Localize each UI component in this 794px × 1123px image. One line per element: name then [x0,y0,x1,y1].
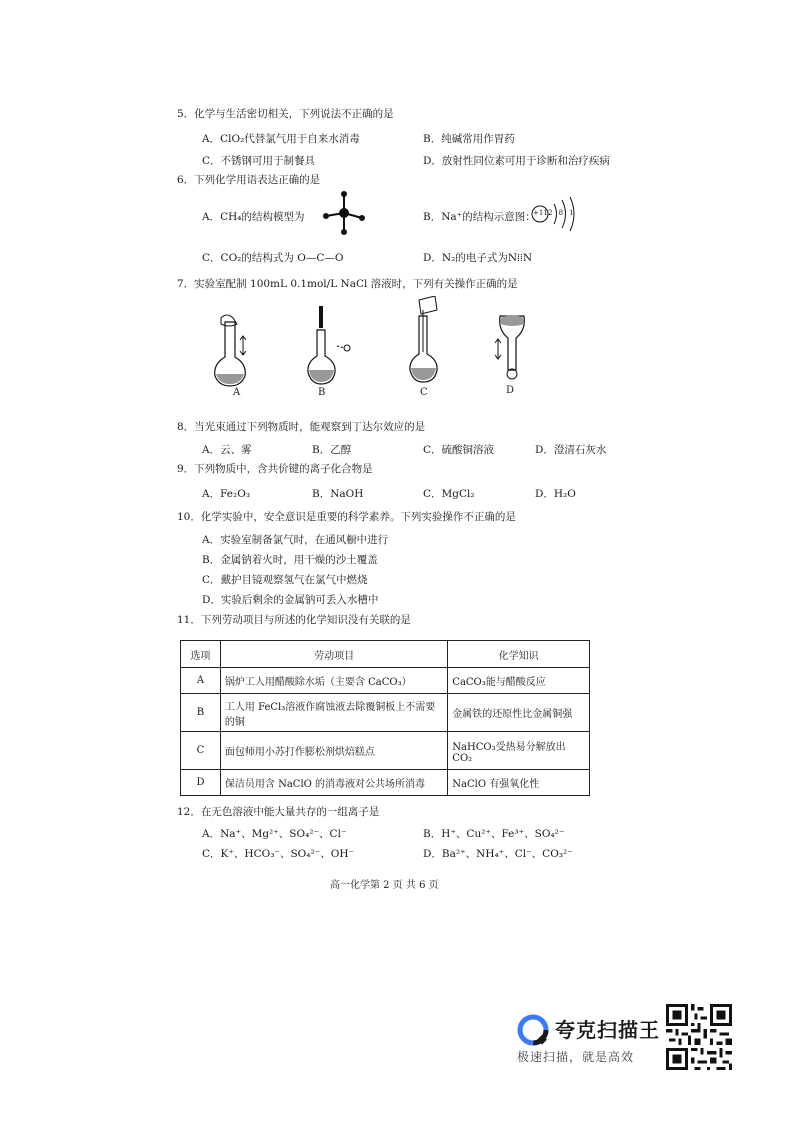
q7-label-c: C [420,387,428,398]
q10-option-a: A．实验室制备氯气时，在通风橱中进行 [202,534,389,546]
q7-label-a: A [233,387,241,398]
q8-option-c: C．硫酸铜溶液 [423,444,495,456]
table-header-option: 选项 [181,641,221,668]
scanner-watermark [515,1010,665,1068]
table-row [181,694,590,732]
q9-option-c: C．MgCl₂ [423,488,475,500]
q9-option-a: A．Fe₂O₃ [202,488,251,500]
q6-stem: 6．下列化学用语表达正确的是 [177,174,321,186]
q7-label-b: B [318,387,326,398]
q12-stem: 12．在无色溶液中能大量共存的一组离子是 [177,806,380,818]
table-cell-task: 工人用 FeCl₃溶液作腐蚀液去除覆铜板上不需要的铜 [220,694,447,732]
watermark-subtitle: 极速扫描，就是高效 [517,1050,635,1064]
table-header-knowledge: 化学知识 [448,641,590,668]
q12-option-d: D．Ba²⁺、NH₄⁺、Cl⁻、CO₃²⁻ [423,848,573,860]
q9-stem: 9．下列物质中，含共价键的离子化合物是 [177,463,373,475]
q11-table [180,640,590,796]
q5-option-c: C．不锈钢可用于制餐具 [202,155,316,167]
table-row [181,668,590,694]
flask-a-shaking-icon [205,312,255,387]
q10-option-b: B．金属钠着火时，用干燥的沙土覆盖 [202,554,378,566]
scanner-logo-icon [515,1012,551,1048]
q8-option-b: B．乙醇 [312,444,352,456]
q5-stem: 5．化学与生活密切相关，下列说法不正确的是 [177,108,394,120]
q12-option-b: B．H⁺、Cu²⁺、Fe³⁺、SO₄²⁻ [423,828,565,840]
q11-stem: 11．下列劳动项目与所述的化学知识没有关联的是 [177,614,411,626]
na-shell-electrons: 2 8 1 [548,209,576,217]
table-cell-task: 锅炉工人用醋酸除水垢（主要含 CaCO₃） [220,668,447,694]
q12-option-c: C．K⁺、HCO₃⁻、SO₄²⁻、OH⁻ [202,848,355,860]
q5-option-d: D．放射性同位素可用于诊断和治疗疾病 [423,155,610,167]
q6-option-d: D．N₂的电子式为N⁞⁞N [423,252,533,264]
table-row [181,770,590,796]
na-nucleus-label: +11 [533,209,548,217]
table-cell-knowledge: NaClO 有强氧化性 [448,770,590,796]
table-cell-knowledge: NaHCO₃受热易分解放出CO₂ [448,732,590,770]
q6-option-c: C．CO₂的结构式为 O—C—O [202,252,344,264]
q5-option-a: A．ClO₂代替氯气用于自来水消毒 [202,133,360,145]
qr-code-icon [666,1004,732,1070]
q7-stem: 7．实验室配制 100mL 0.1mol/L NaCl 溶液时，下列有关操作正确的是 [177,278,518,290]
q7-label-d: D [506,385,515,396]
flask-c-pouring-icon [405,296,455,386]
q12-option-a: A．Na⁺、Mg²⁺、SO₄²⁻、Cl⁻ [202,828,347,840]
table-cell-option: B [181,694,221,732]
table-header-task: 劳动项目 [220,641,447,668]
table-cell-knowledge: CaCO₃能与醋酸反应 [448,668,590,694]
watermark-title: 夸克扫描王 [555,1018,660,1042]
table-row [181,732,590,770]
q10-option-c: C．戴护目镜观察氢气在氯气中燃烧 [202,574,368,586]
q5-option-b: B．纯碱常用作胃药 [423,133,515,145]
table-cell-task: 保洁员用含 NaClO 的消毒液对公共场所消毒 [220,770,447,796]
table-cell-knowledge: 金属铁的还原性比金属铜强 [448,694,590,732]
q10-stem: 10．化学实验中，安全意识是重要的科学素养。下列实验操作不正确的是 [177,511,516,523]
table-header-row [181,641,590,668]
q6-option-b: B．Na⁺的结构示意图： [423,211,536,223]
table-cell-option: A [181,668,221,694]
q9-option-d: D．H₂O [535,488,576,500]
q6-option-a: A．CH₄的结构模型为 [202,211,305,223]
flask-b-dropper-icon [305,306,355,386]
flask-d-inverted-icon [494,310,534,385]
q9-option-b: B．NaOH [312,488,364,500]
ch4-ball-stick-model-icon [320,190,368,236]
page-footer: 高一化学第 2 页 共 6 页 [330,880,439,891]
q8-option-a: A．云、雾 [202,444,252,456]
table-cell-option: C [181,732,221,770]
table-cell-option: D [181,770,221,796]
q8-stem: 8．当光束通过下列物质时，能观察到丁达尔效应的是 [177,421,426,433]
table-cell-task: 面包师用小苏打作膨松剂烘焙糕点 [220,732,447,770]
q10-option-d: D．实验后剩余的金属钠可丢入水槽中 [202,594,379,606]
q8-option-d: D．澄清石灰水 [535,444,607,456]
